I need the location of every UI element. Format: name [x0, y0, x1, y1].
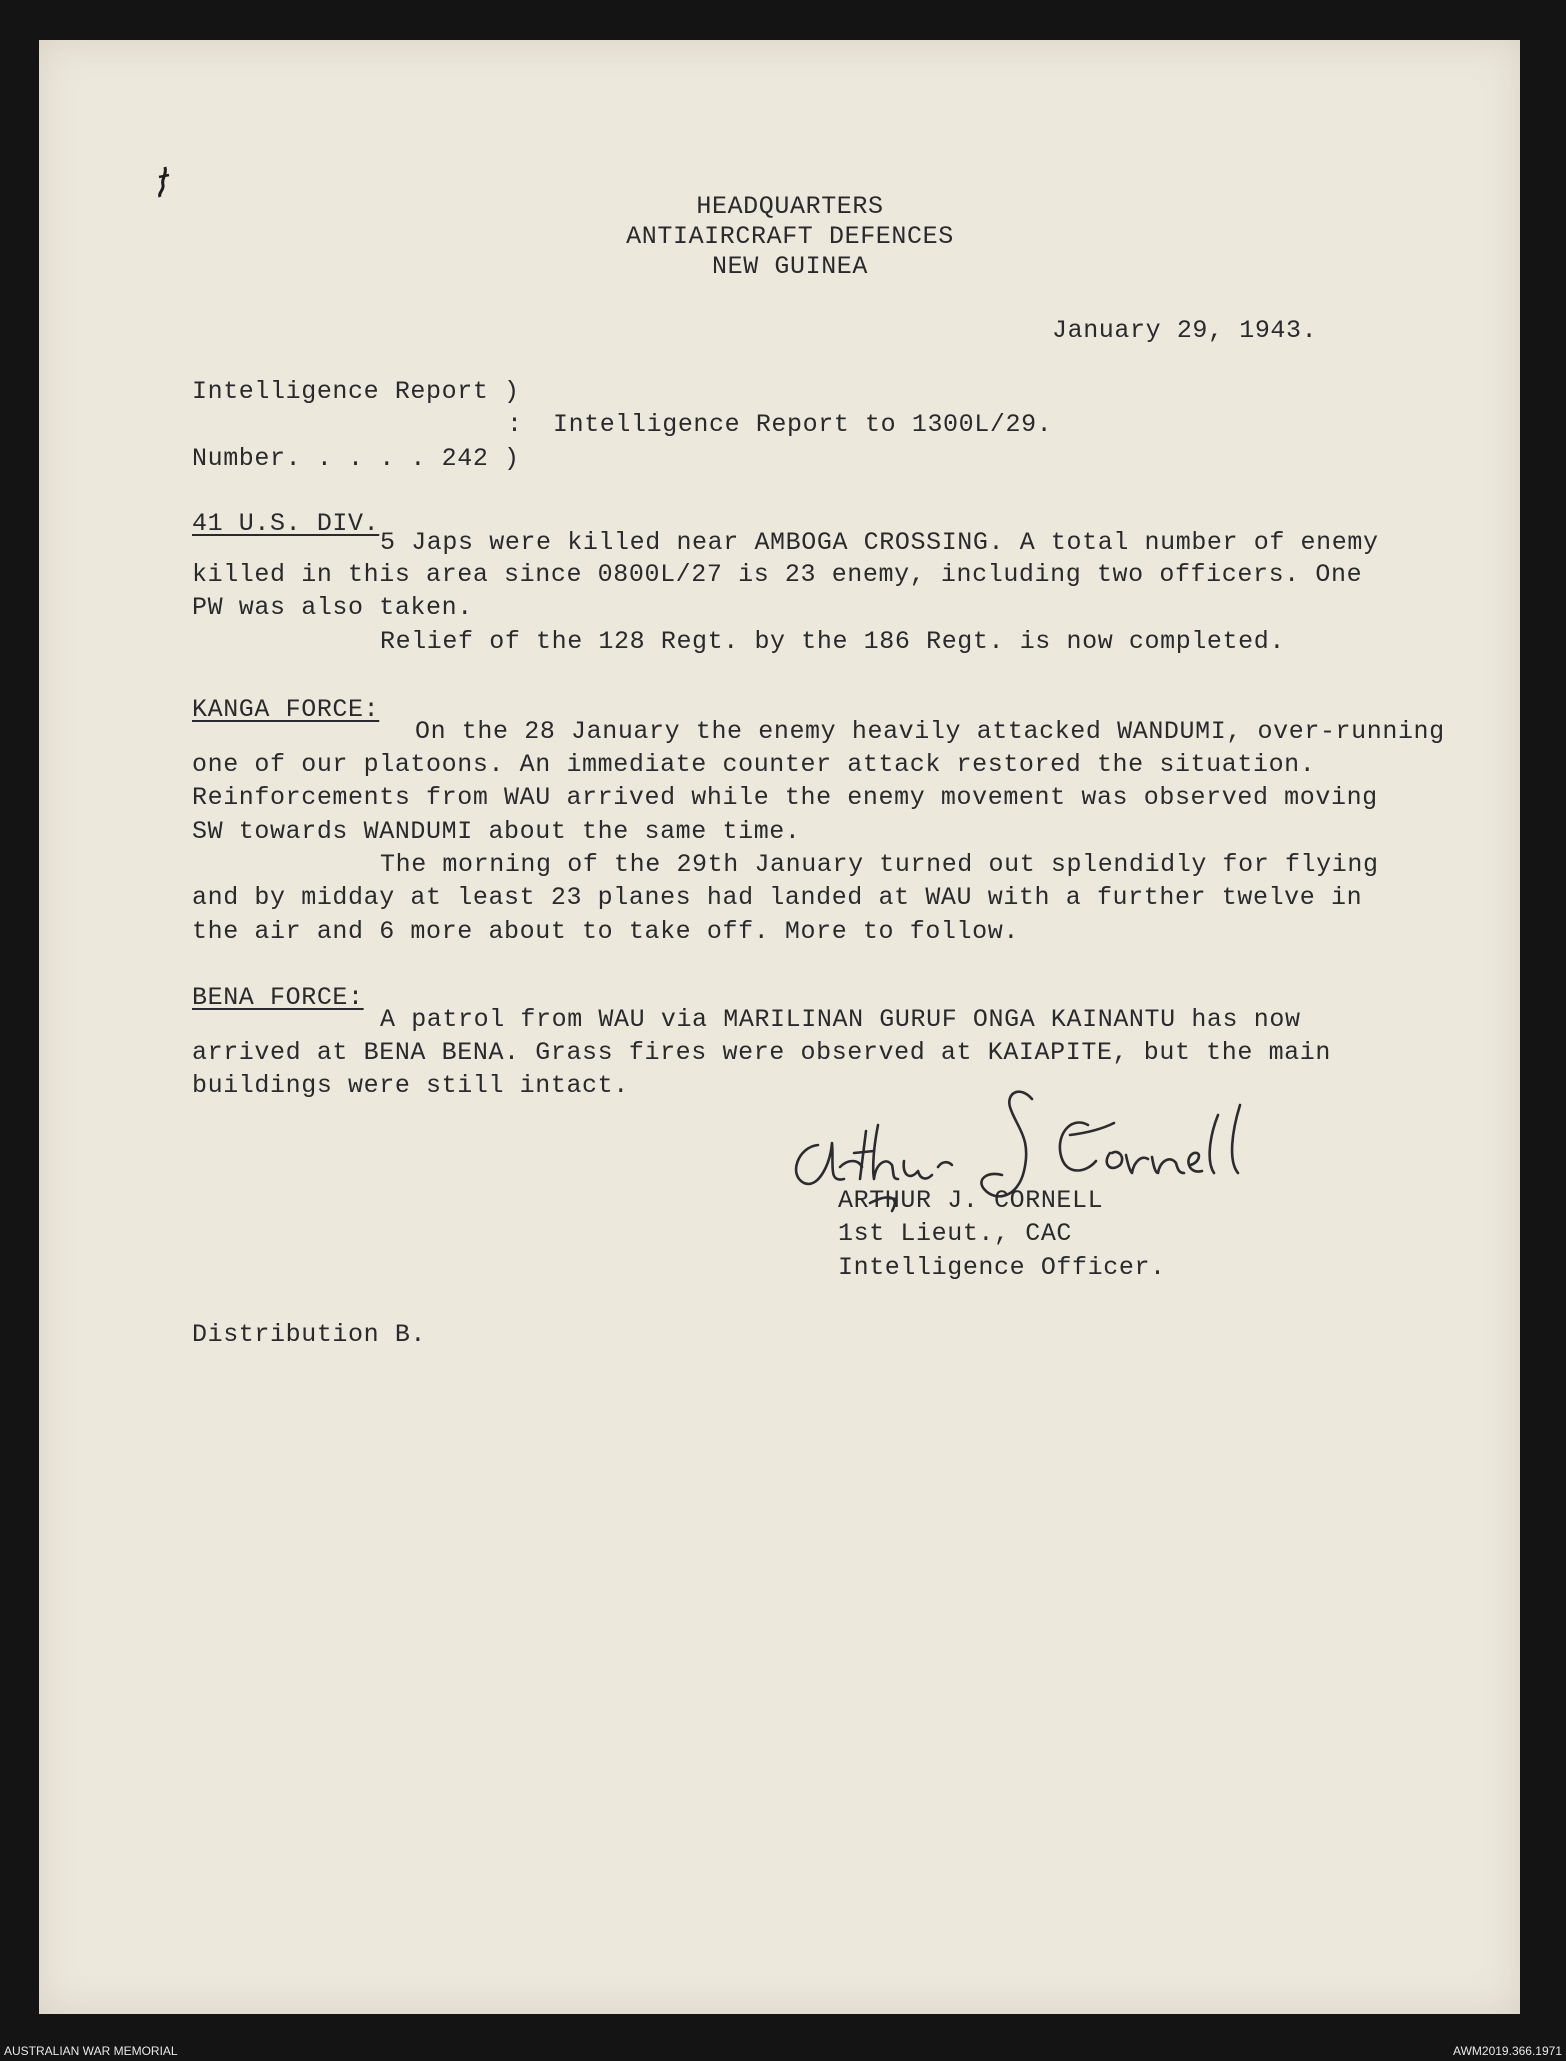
report-label: Intelligence Report )	[192, 377, 520, 406]
signatory-name: ARTHUR J. CORNELL	[838, 1186, 1104, 1215]
header-line-2: ANTIAIRCRAFT DEFENCES	[626, 222, 954, 251]
signatory-title: Intelligence Officer.	[838, 1253, 1166, 1282]
footer-accession-number: AWM2019.366.1971	[1453, 2044, 1562, 2058]
section-line: the air and 6 more about to take off. More to follow.	[192, 917, 1019, 946]
section-line: Reinforcements from WAU arrived while the enemy movement was observed moving	[192, 783, 1378, 812]
document-date: January 29, 1943.	[1052, 316, 1318, 345]
header-line-1: HEADQUARTERS	[696, 192, 884, 221]
section-line: buildings were still intact.	[192, 1071, 629, 1100]
report-number: Number. . . . . 242 )	[192, 444, 520, 473]
section-line: killed in this area since 0800L/27 is 23 enemy, including two officers. One	[192, 560, 1363, 589]
section-line: PW was also taken.	[192, 593, 473, 622]
section-heading: 41 U.S. DIV.	[192, 509, 380, 538]
signatory-rank: 1st Lieut., CAC	[838, 1219, 1073, 1248]
footer-credit: AUSTRALIAN WAR MEMORIAL	[4, 2044, 178, 2058]
section-line: and by midday at least 23 planes had landed at WAU with a further twelve in	[192, 883, 1363, 912]
header-line-3: NEW GUINEA	[711, 252, 869, 281]
section-line: Relief of the 128 Regt. by the 186 Regt. is now completed.	[380, 627, 1285, 656]
section-line: 5 Japs were killed near AMBOGA CROSSING. A total number of enemy	[380, 528, 1379, 557]
section-line: The morning of the 29th January turned out splendidly for flying	[380, 850, 1379, 879]
section-line: SW towards WANDUMI about the same time.	[192, 817, 801, 846]
section-line: On the 28 January the enemy heavily attacked WANDUMI, over-running	[415, 717, 1445, 746]
section-line: A patrol from WAU via MARILINAN GURUF ONGA KAINANTU has now	[380, 1005, 1301, 1034]
section-heading: BENA FORCE:	[192, 983, 364, 1012]
distribution: Distribution B.	[192, 1320, 427, 1349]
report-subject: Intelligence Report to 1300L/29.	[553, 410, 1053, 439]
ink-mark	[155, 165, 173, 199]
section-line: one of our platoons. An immediate counter attack restored the situation.	[192, 750, 1316, 779]
section-line: arrived at BENA BENA. Grass fires were observed at KAIAPITE, but the main	[192, 1038, 1331, 1067]
reference-colon: :	[507, 410, 523, 439]
section-heading: KANGA FORCE:	[192, 695, 380, 724]
